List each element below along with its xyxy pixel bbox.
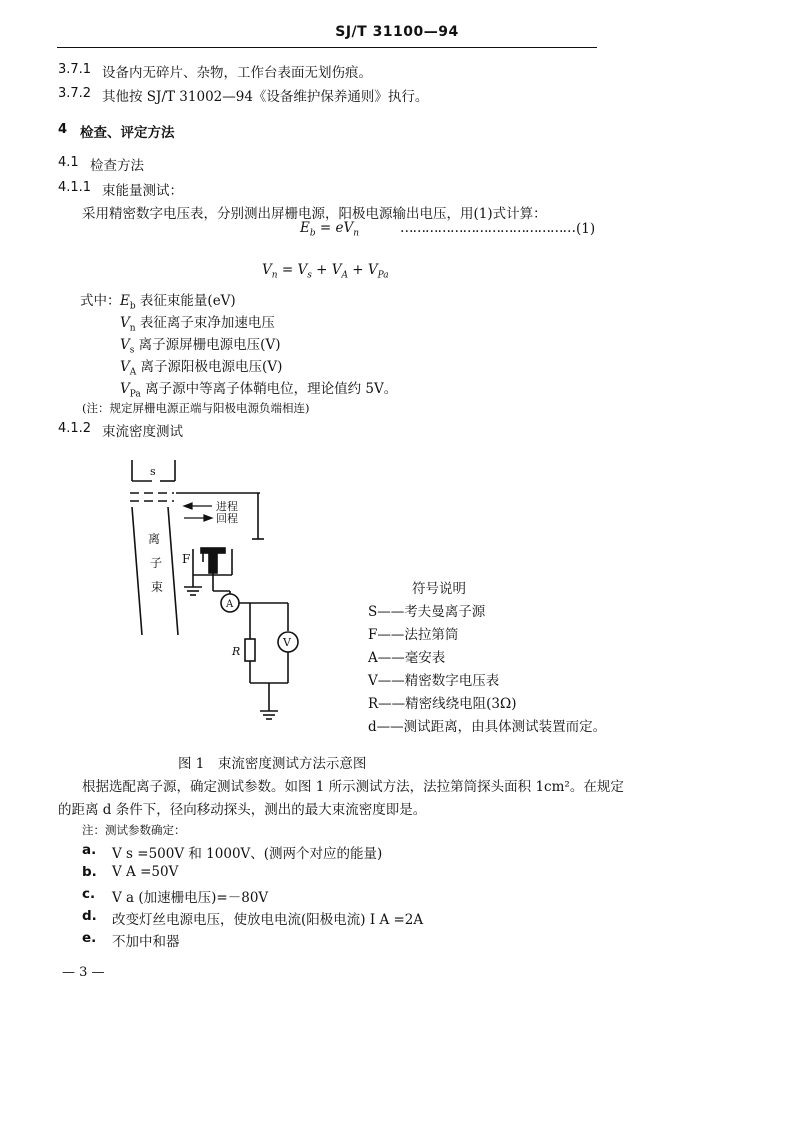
page-number: — 3 — <box>62 965 105 980</box>
sec-3-7-2-num: 3.7.2 <box>58 86 92 101</box>
def-item: $V_{Pa}$ 离子源中等离子体鞘电位，理论值约 5V。 <box>120 381 398 400</box>
legend-item: R——精密线绕电阻(3Ω) <box>368 696 517 712</box>
equation-1: $E_b = eV_n$ <box>300 220 360 239</box>
def-item: $V_A$ 离子源阳极电源电压(V) <box>120 359 283 378</box>
legend-item: V——精密数字电压表 <box>368 673 500 689</box>
sec-4-title: 检查、评定方法 <box>80 125 175 141</box>
sec-4-1-num: 4.1 <box>58 155 79 170</box>
equation-2: $V_n = V_s + V_A + V_{Pa}$ <box>262 262 389 281</box>
equation-1-label: (1) <box>576 221 596 237</box>
forward-arrow-head <box>184 503 192 509</box>
beam-char: 离 <box>148 532 161 546</box>
paragraph-line-1: 根据选配离子源，确定测试参数。如图 1 所示测试方法，法拉第筒探头面积 1cm²。在规定 <box>82 779 624 795</box>
label-f: F <box>182 552 191 566</box>
label-s: s <box>150 465 156 478</box>
note-params-title: 注：测试参数确定： <box>82 823 186 837</box>
legend-item: S——考夫曼离子源 <box>368 604 486 620</box>
legend-item: A——毫安表 <box>368 650 446 666</box>
legend-item: F——法拉第筒 <box>368 627 459 643</box>
param-text: 改变灯丝电源电压，使放电电流(阳极电流) I A =2A <box>112 912 424 928</box>
param-label: a. <box>82 842 97 858</box>
label-a: A <box>226 599 234 610</box>
beam-char: 束 <box>151 580 164 594</box>
sec-3-7-1-text: 设备内无碎片、杂物，工作台表面无划伤痕。 <box>102 65 372 81</box>
def-item: $E_b$ 表征束能量(eV) <box>120 293 236 312</box>
equation-1-leader-dots: …………………………………… <box>400 220 575 236</box>
legend-title: 符号说明 <box>412 581 466 597</box>
sec-4-1-2-num: 4.1.2 <box>58 421 92 436</box>
param-label: d. <box>82 908 97 924</box>
beam-char: 子 <box>150 556 163 570</box>
param-text: 不加中和器 <box>112 934 180 950</box>
header-doc-code: SJ/T 31100—94 <box>335 24 459 40</box>
param-label: e. <box>82 930 97 946</box>
header-rule <box>57 47 597 48</box>
param-text: V A =50V <box>112 864 179 880</box>
param-label: b. <box>82 864 97 880</box>
faraday-cup-stem <box>209 553 217 573</box>
figure-1-diagram <box>120 455 320 740</box>
label-r: R <box>232 645 241 658</box>
sec-3-7-1-num: 3.7.1 <box>58 62 92 77</box>
legend-item: d——测试距离，由具体测试装置而定。 <box>368 719 607 735</box>
sec-4-1-1-intro: 采用精密数字电压表，分别测出屏栅电源，阳极电源输出电压，用(1)式计算： <box>82 206 547 222</box>
sec-4-num: 4 <box>58 122 68 137</box>
sec-3-7-2-text: 其他按 SJ/T 31002—94《设备维护保养通则》执行。 <box>102 89 429 105</box>
return-arrow-head <box>204 515 212 521</box>
label-v: V <box>283 636 291 649</box>
sec-4-1-1-num: 4.1.1 <box>58 180 92 195</box>
def-item: $V_n$ 表征离子束净加速电压 <box>120 315 275 334</box>
beam-right-edge <box>168 507 178 635</box>
where-label: 式中： <box>80 293 121 309</box>
param-text: V a (加速栅电压)=－80V <box>112 890 269 906</box>
sec-4-1-2-title: 束流密度测试 <box>102 424 183 440</box>
resistor-body <box>245 639 255 661</box>
param-text: V s =500V 和 1000V、(测两个对应的能量) <box>112 846 383 862</box>
def-item: $V_s$ 离子源屏栅电源电压(V) <box>120 337 281 356</box>
note-polarity: (注：规定屏栅电源正端与阳极电源负端相连) <box>82 401 310 415</box>
paragraph-line-2: 的距离 d 条件下，径向移动探头，测出的最大束流密度即是。 <box>58 802 427 818</box>
sec-4-1-title: 检查方法 <box>90 158 144 174</box>
label-return: 回程 <box>216 512 238 525</box>
beam-left-edge <box>132 507 142 635</box>
sec-4-1-1-title: 束能量测试： <box>102 183 183 199</box>
param-label: c. <box>82 886 96 902</box>
label-forward: 进程 <box>216 500 238 513</box>
figure-caption: 图 1 束流密度测试方法示意图 <box>178 756 367 772</box>
